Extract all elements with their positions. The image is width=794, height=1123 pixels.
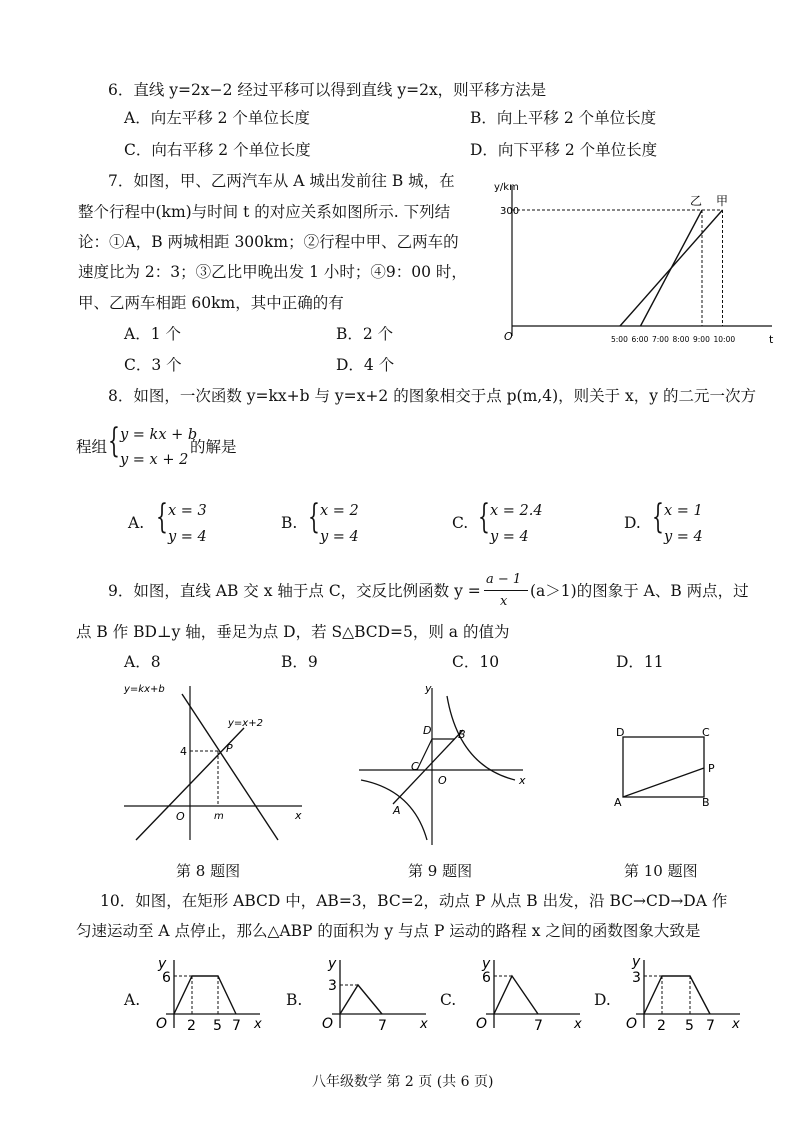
chart-ylabel: y/km <box>494 182 519 193</box>
fig8-label-x: x <box>295 809 302 822</box>
chart-xtick-6-00: 6:00 <box>631 335 649 344</box>
graph-c-label-y: y <box>482 956 491 972</box>
q9-frac-den: x <box>500 594 508 609</box>
graph-c-label-x: x <box>574 1017 582 1032</box>
q9-stem-a: 9．如图，直线 AB 交 x 轴于点 C，交反比例函数 y = <box>108 582 481 600</box>
q8-system-suffix: 的解是 <box>190 438 237 456</box>
graph-d-tick-5: 5 <box>685 1018 694 1034</box>
q10-graph-b <box>314 954 434 1036</box>
graph-a-label-o: O <box>156 1016 168 1032</box>
q10-line-1: 10．如图，在矩形 ABCD 中，AB=3，BC=2，动点 P 从点 B 出发，沿 BC→CD→DA 作 <box>100 892 728 910</box>
fig8-label-4: 4 <box>180 745 187 758</box>
graph-a-label-x: x <box>254 1017 262 1032</box>
chart-label-jia: 甲 <box>716 194 729 208</box>
q8-option-d-x: x = 1 <box>664 503 703 519</box>
fig8-label-o: O <box>176 810 185 823</box>
graph-b-label-o: O <box>322 1016 334 1032</box>
q10-option-c-label: C. <box>440 991 457 1009</box>
graph-a-label-6: 6 <box>162 970 171 986</box>
q7-line-chart <box>490 176 780 351</box>
q7-line-5: 甲、乙两车相距 60km，其中正确的有 <box>78 294 344 312</box>
fig10-label-a: A <box>614 796 622 809</box>
q9-line-2: 点 B 作 BD⊥y 轴，垂足为点 D，若 S△BCD=5，则 a 的值为 <box>76 623 510 641</box>
chart-xtick-5-00: 5:00 <box>611 335 628 344</box>
q8-option-d-brace: { <box>652 497 664 537</box>
chart-xtick-10-00: 10:00 <box>713 335 736 344</box>
q8-option-b-label: B. <box>281 514 298 532</box>
fig9-label-o: O <box>438 774 447 787</box>
q8-option-d-y: y = 4 <box>664 529 703 545</box>
graph-d-label-3: 3 <box>632 970 641 986</box>
graph-a-tick-7: 7 <box>232 1018 241 1034</box>
q8-option-a-x: x = 3 <box>168 503 207 519</box>
graph-b-tick-7: 7 <box>378 1018 387 1034</box>
graph-d-line <box>644 976 710 1014</box>
graph-d-label-y: y <box>632 954 641 970</box>
q8-option-c-label: C. <box>452 514 469 532</box>
graph-c-line <box>494 976 538 1014</box>
q9-stem-b: (a＞1)的图象于 A、B 两点，过 <box>530 582 749 600</box>
q8-option-b-x: x = 2 <box>320 503 359 519</box>
graph-b-label-y: y <box>328 956 337 972</box>
q6-stem: 6．直线 y=2x−2 经过平移可以得到直线 y=2x，则平移方法是 <box>108 81 547 99</box>
q9-option-d: D．11 <box>616 653 664 671</box>
q6-option-b: B．向上平移 2 个单位长度 <box>470 109 657 127</box>
q9-frac-bar <box>484 590 528 591</box>
fig8-label-kxb: y=kx+b <box>124 684 165 695</box>
chart-xtick-7-00: 7:00 <box>652 335 669 344</box>
q8-system-prefix: 程组 <box>76 438 108 456</box>
fig9-label-b: B <box>458 728 466 741</box>
q6-option-a: A．向左平移 2 个单位长度 <box>124 109 310 127</box>
q8-stem: 8．如图，一次函数 y=kx+b 与 y=x+2 的图象相交于点 p(m,4)，则关于 x，y 的二元一次方 <box>108 387 756 405</box>
graph-a-line <box>174 976 236 1014</box>
fig9-label-y: y <box>425 682 432 695</box>
q7-line-2: 整个行程中(km)与时间 t 的对应关系如图所示. 下列结 <box>78 203 451 221</box>
fig8-line-kxb <box>182 694 278 840</box>
fig10-label-b: B <box>702 796 710 809</box>
q9-option-c: C．10 <box>452 653 500 671</box>
q8-option-d-label: D. <box>624 514 641 532</box>
q10-graph-d <box>618 954 748 1036</box>
q8-option-b-brace: { <box>308 497 320 537</box>
graph-a-label-y: y <box>158 956 167 972</box>
q7-line-1: 7．如图，甲、乙两汽车从 A 城出发前往 B 城，在 <box>108 172 455 190</box>
q8-option-a-y: y = 4 <box>168 529 207 545</box>
q6-option-d: D．向下平移 2 个单位长度 <box>470 141 658 159</box>
graph-b-line <box>340 985 382 1014</box>
fig8-label-m: m <box>214 811 224 822</box>
graph-b-label-x: x <box>420 1017 428 1032</box>
caption-fig9: 第 9 题图 <box>408 862 473 880</box>
q10-option-a-label: A. <box>124 991 141 1009</box>
q10-graph-a <box>148 954 268 1036</box>
chart-origin: O <box>504 330 513 343</box>
q7-option-c: C．3 个 <box>124 356 182 374</box>
graph-d-label-x: x <box>732 1017 740 1032</box>
fig9-line-ab <box>393 730 463 804</box>
chart-xtick-8-00: 8:00 <box>672 335 690 344</box>
graph-a-tick-5: 5 <box>213 1018 222 1034</box>
q7-option-b: B．2 个 <box>336 325 394 343</box>
fig9-label-x: x <box>519 774 526 787</box>
chart-xlabel: t <box>769 333 774 346</box>
fig10-segment-ap <box>623 768 704 797</box>
q7-line-3: 论：①A，B 两城相距 300km；②行程中甲、乙两车的 <box>78 233 459 251</box>
q10-option-b-label: B. <box>286 991 303 1009</box>
q10-option-d-label: D. <box>594 991 611 1009</box>
caption-fig8: 第 8 题图 <box>176 862 241 880</box>
q7-option-a: A．1 个 <box>124 325 181 343</box>
q8-option-a-brace: { <box>156 497 168 537</box>
caption-fig10: 第 10 题图 <box>624 862 698 880</box>
fig8-label-p: P <box>226 742 233 755</box>
page-footer: 八年级数学 第 2 页 (共 6 页) <box>312 1074 494 1090</box>
chart-xtick-9-00: 9:00 <box>693 335 710 344</box>
fig10-label-p: P <box>708 762 715 775</box>
graph-c-label-o: O <box>476 1016 488 1032</box>
q9-frac-num: a − 1 <box>486 572 522 587</box>
q8-option-c-brace: { <box>478 497 490 537</box>
fig10-label-c: C <box>702 726 710 739</box>
fig9-label-c: C <box>411 760 419 773</box>
q10-line-2: 匀速运动至 A 点停止，那么△ABP 的面积为 y 与点 P 运动的路程 x 之间的函数图象大致是 <box>76 922 701 940</box>
graph-d-label-o: O <box>626 1016 638 1032</box>
q6-option-c: C．向右平移 2 个单位长度 <box>124 141 311 159</box>
q8-option-a-label: A. <box>128 514 145 532</box>
figure-9 <box>355 680 535 850</box>
graph-c-label-6: 6 <box>482 970 491 986</box>
q7-line-4: 速度比为 2：3；③乙比甲晚出发 1 小时；④9：00 时， <box>78 263 467 281</box>
figure-8 <box>120 680 310 850</box>
chart-label-yi: 乙 <box>690 194 703 208</box>
fig10-rectangle <box>623 737 704 797</box>
chart-series-乙 <box>641 210 703 326</box>
graph-d-tick-7: 7 <box>706 1018 715 1034</box>
graph-a-tick-2: 2 <box>187 1018 196 1034</box>
graph-c-tick-7: 7 <box>534 1018 543 1034</box>
q8-option-c-x: x = 2.4 <box>490 503 543 519</box>
fig10-label-d: D <box>616 726 625 739</box>
fig9-label-d: D <box>423 724 432 737</box>
chart-ytick-300: 300 <box>500 206 520 217</box>
q8-eq1: y = kx + b <box>120 427 198 443</box>
q10-graph-c <box>468 954 588 1036</box>
graph-b-label-3: 3 <box>328 978 337 994</box>
q8-brace: { <box>108 421 120 461</box>
graph-d-tick-2: 2 <box>657 1018 666 1034</box>
q9-option-a: A．8 <box>124 653 161 671</box>
q7-option-d: D．4 个 <box>336 356 395 374</box>
fig9-label-a: A <box>393 804 401 817</box>
q8-option-b-y: y = 4 <box>320 529 359 545</box>
q9-option-b: B．9 <box>281 653 318 671</box>
q8-eq2: y = x + 2 <box>120 452 189 468</box>
fig8-label-x2: y=x+2 <box>228 718 263 729</box>
figure-10 <box>612 722 732 812</box>
q8-option-c-y: y = 4 <box>490 529 529 545</box>
